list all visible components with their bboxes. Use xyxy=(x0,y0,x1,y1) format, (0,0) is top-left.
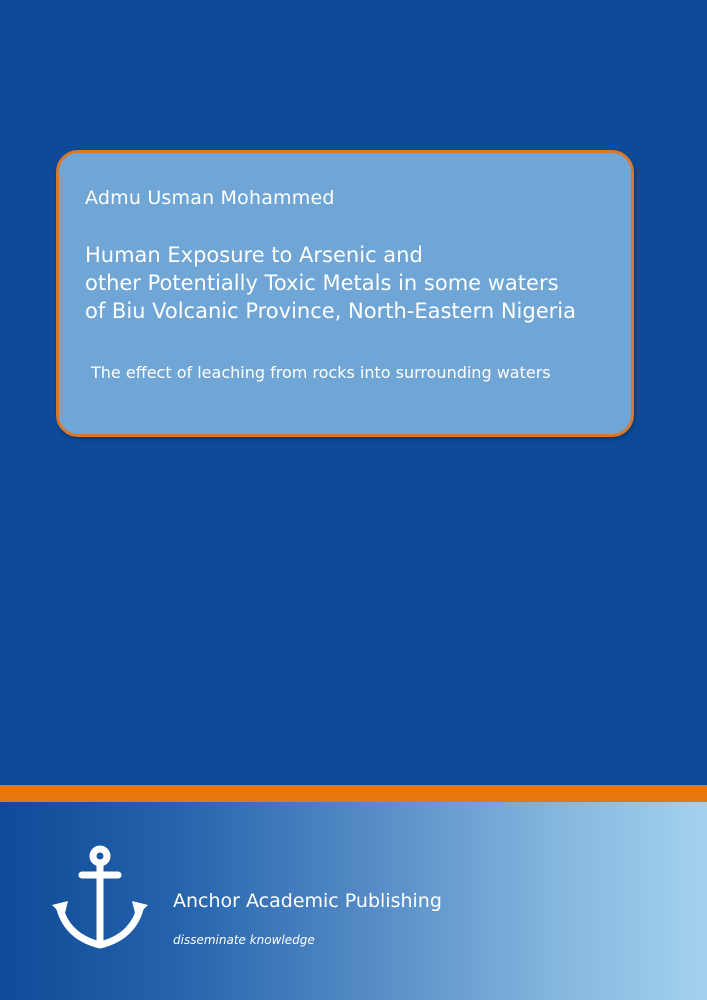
book-title-line-1: Human Exposure to Arsenic and xyxy=(85,243,423,267)
book-title xyxy=(85,241,625,325)
book-title-line-2: other Potentially Toxic Metals in some waters xyxy=(85,271,559,295)
title-box xyxy=(56,150,634,437)
publisher-slogan: disseminate knowledge xyxy=(173,933,315,947)
book-subtitle: The effect of leaching from rocks into surrounding waters xyxy=(91,363,551,382)
anchor-icon xyxy=(50,845,150,955)
author-name: Admu Usman Mohammed xyxy=(85,187,335,209)
publisher-name: Anchor Academic Publishing xyxy=(173,890,442,912)
orange-divider-band xyxy=(0,785,707,802)
book-title-line-3: of Biu Volcanic Province, North-Eastern Nigeria xyxy=(85,299,576,323)
